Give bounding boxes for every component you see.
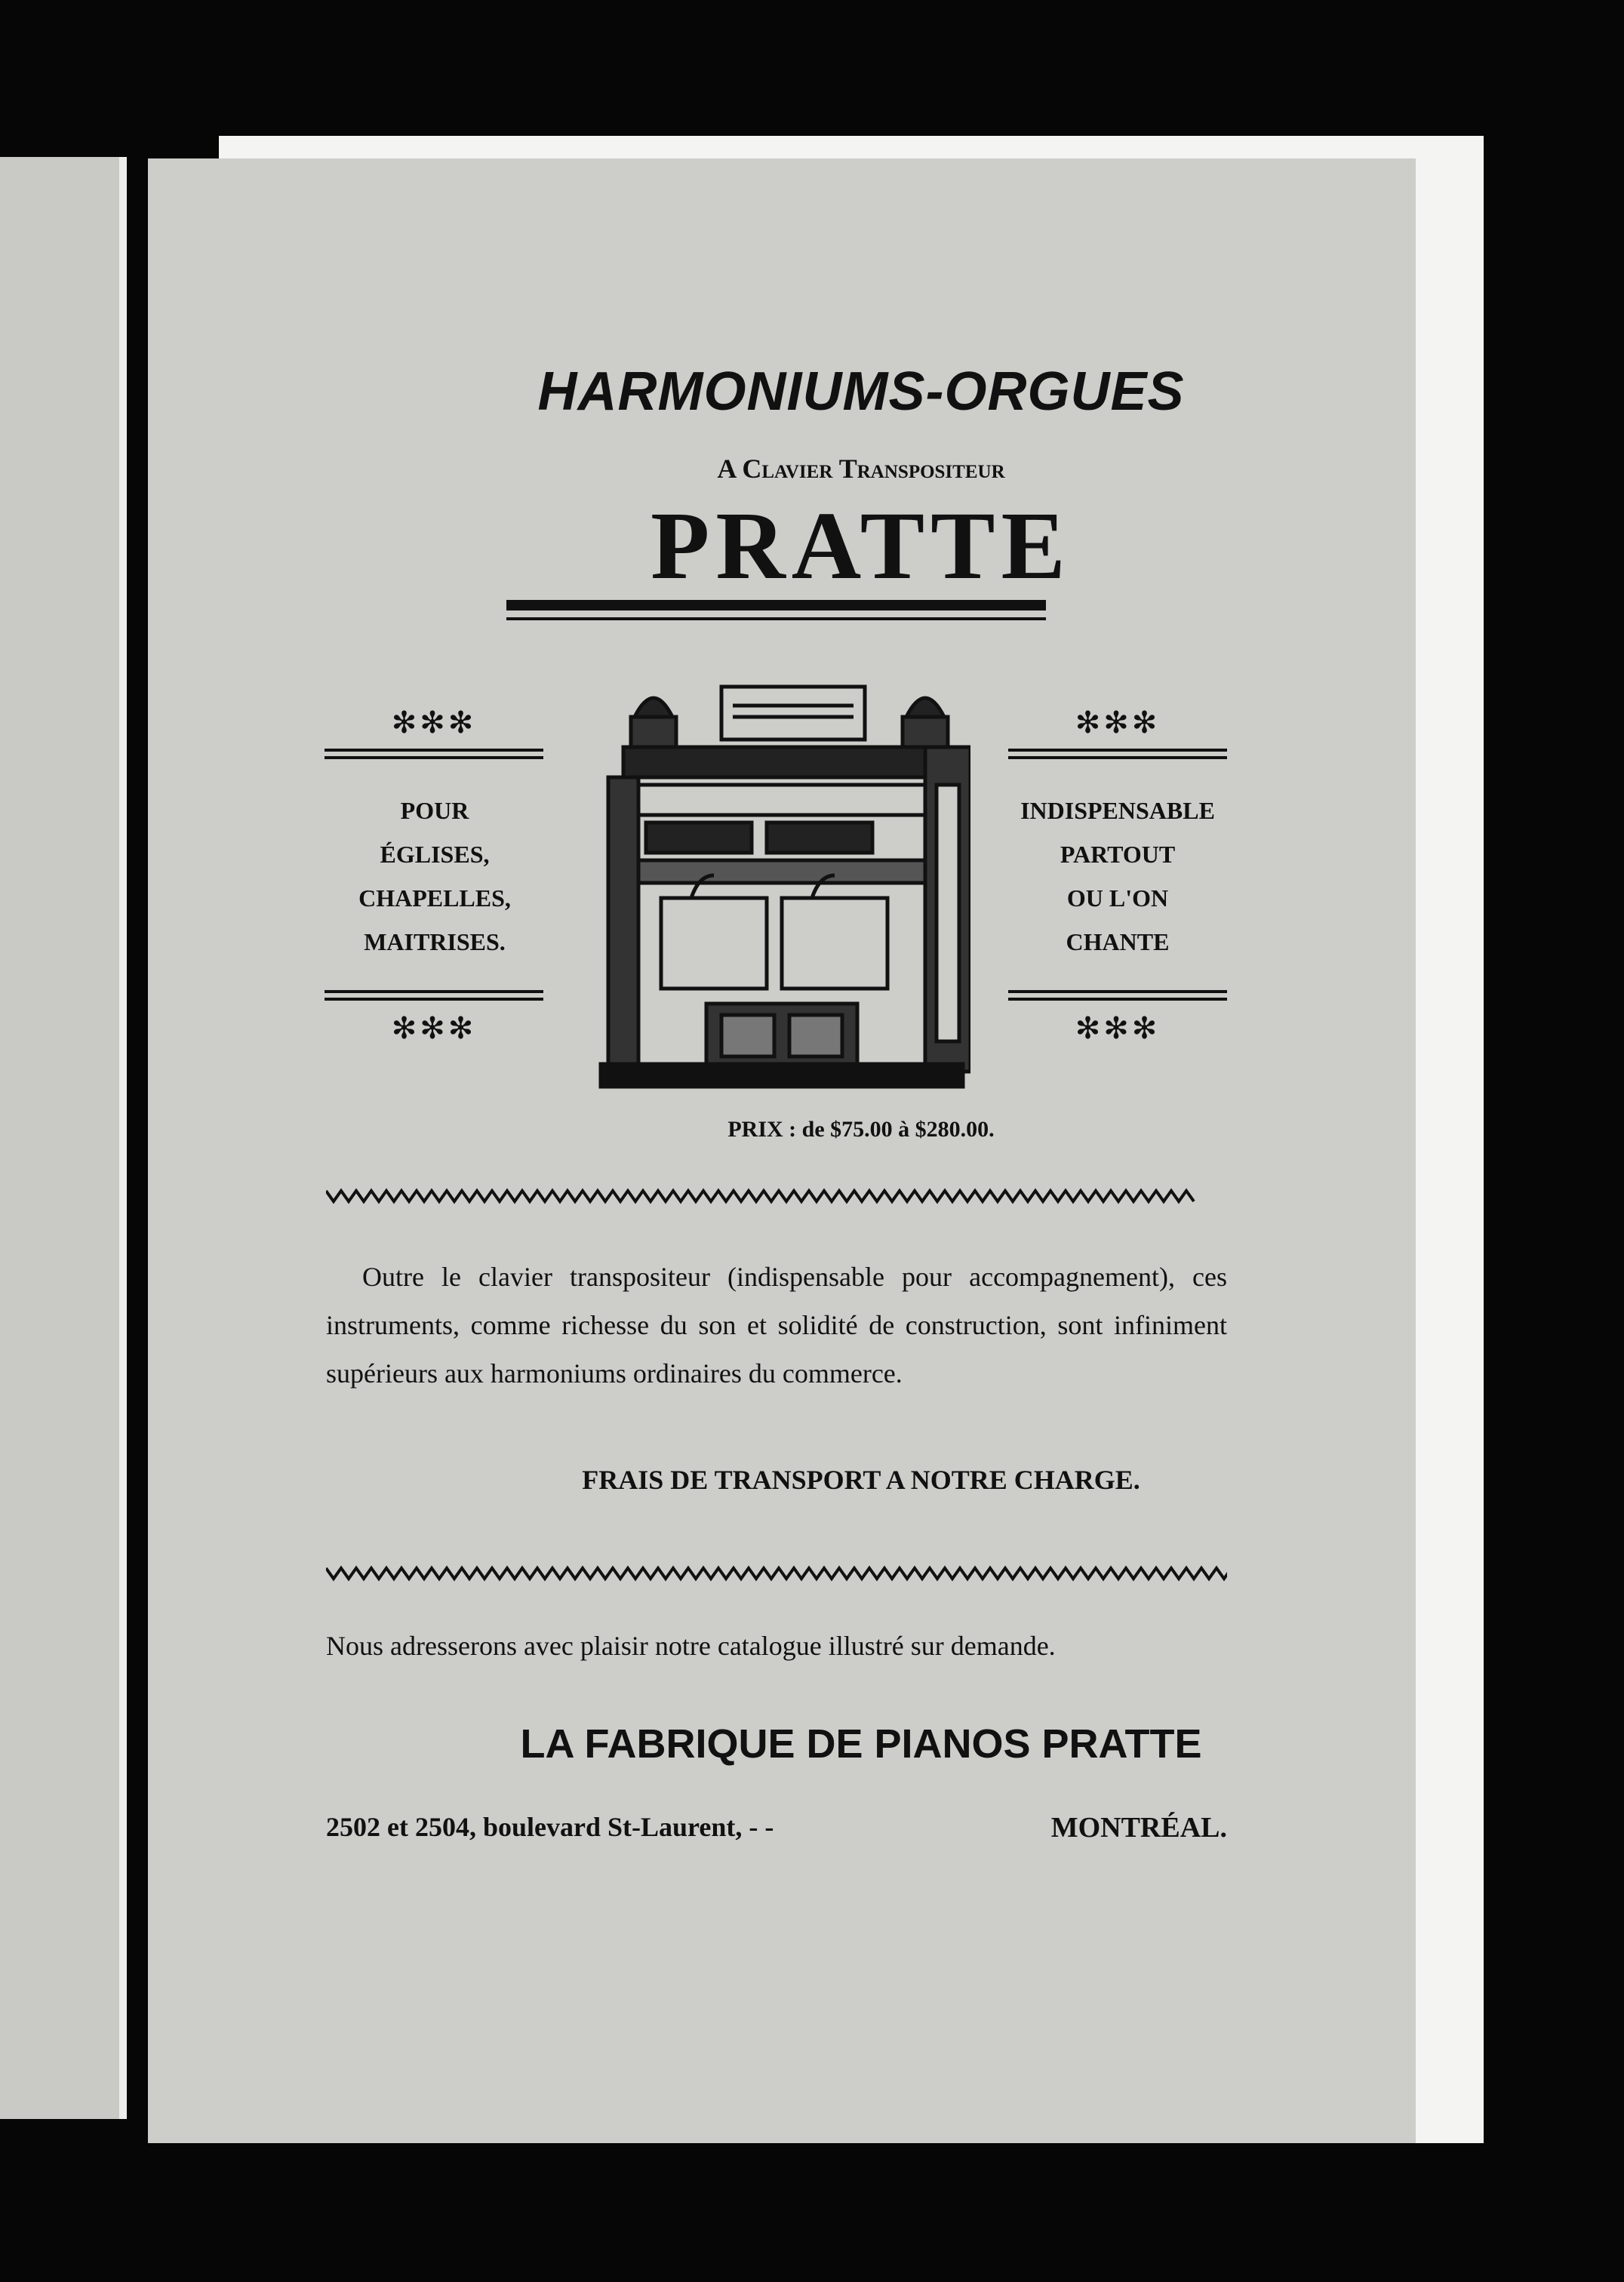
subheadline: A Clavier Transpositeur	[717, 454, 1005, 484]
price-range: PRIX : de $75.00 à $280.00.	[727, 1117, 995, 1142]
right-line-3: OU L'ON	[1066, 884, 1169, 912]
right-line-2: PARTOUT	[1060, 841, 1176, 868]
double-rule-right-bottom	[1008, 990, 1227, 1001]
catalogue-note: Nous adresserons avec plaisir notre catalogue illustré sur demande.	[326, 1631, 1056, 1661]
city-name: MONTRÉAL.	[1050, 1812, 1227, 1844]
brand-underline-thin	[506, 617, 1046, 620]
double-rule-right-top	[1008, 749, 1227, 759]
left-line-2: ÉGLISES,	[380, 841, 490, 868]
double-rule-left-top	[324, 749, 543, 759]
star-ornament-right-bottom: ✻✻✻	[1075, 1011, 1161, 1046]
zigzag-divider-top	[326, 1186, 1227, 1206]
brand-name: PRATTE	[651, 492, 1072, 599]
left-line-3: CHAPELLES,	[358, 884, 511, 912]
left-line-4: MAITRISES.	[364, 928, 506, 955]
description-paragraph: Outre le clavier transpositeur (indispensable pour accompagnement), ces instruments, comme richesse du son et solidité de construction, sont infiniment supérieurs aux harmoniums ordinaires du commerce.	[326, 1262, 1227, 1389]
star-ornament-left-top: ✻✻✻	[391, 706, 477, 740]
right-line-1: INDISPENSABLE	[1020, 797, 1215, 824]
adjacent-page	[0, 157, 121, 2119]
advertisement-page	[148, 158, 1416, 2143]
zigzag-divider-bottom	[326, 1564, 1227, 1583]
brand-underline-thick	[506, 600, 1046, 610]
left-panel-text	[321, 789, 548, 964]
left-line-1: POUR	[400, 797, 469, 824]
street-address: 2502 et 2504, boulevard St-Laurent, - -	[326, 1812, 774, 1842]
shipping-note: FRAIS DE TRANSPORT A NOTRE CHARGE.	[582, 1465, 1140, 1495]
double-rule-left-bottom	[324, 990, 543, 1001]
organ-illustration	[593, 672, 970, 1094]
right-panel-text	[1004, 789, 1231, 964]
headline: HARMONIUMS-ORGUES	[537, 361, 1185, 422]
company-name: LA FABRIQUE DE PIANOS PRATTE	[520, 1721, 1202, 1767]
star-ornament-right-top: ✻✻✻	[1075, 706, 1161, 740]
right-line-4: CHANTE	[1066, 928, 1170, 955]
star-ornament-left-bottom: ✻✻✻	[391, 1011, 477, 1046]
